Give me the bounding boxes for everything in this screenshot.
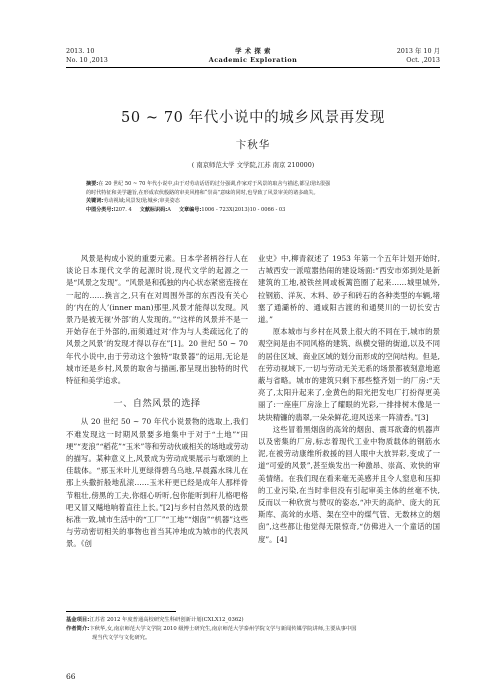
article-id-field: [179, 206, 285, 215]
page-number: 66: [66, 672, 76, 681]
header-journal-name: [166, 47, 340, 65]
header-number: No. 10 ,2013: [66, 56, 108, 64]
doc-code-label: 文献标识码:: [139, 206, 168, 213]
header-issue-left: [66, 47, 108, 65]
body-paragraph: 风景是构成小说的重要元素。日本学者柄谷行人在谈论日本现代文学的起源时说,现代文学的起源之一是“风景之发现”。“风景是和孤独的内心状态紧密连接在一起的……换言之,只有在对周围外部的东西没有关心的‘内在的人’(inner man)那里,风景才能得以发现。风景乃是被无视‘外部’的人发现的。”“这样的风景并不是一开始存在于外部的,而须通过对‘作为与人类疏远化了的风景之风景’的发现才得以存在”[1]。20 世纪 50 ~ 70 年代小说中,由于劳动这个独特“取景器”的运用,无论是城市还是乡村,风景的取舍与描画,都呈现出独特的时代特征和美学追求。: [66, 254, 248, 386]
clc-label: 中图分类号:: [86, 206, 114, 213]
fund-label: 基金项目:: [66, 617, 90, 623]
abstract-block: [86, 180, 422, 214]
abstract-line-1: [86, 180, 422, 189]
body-column-right: [258, 253, 440, 546]
fund-text: 江苏省 2012 年度普通高校研究生科研创新计划(CXLX12_0362): [89, 617, 244, 623]
body-column-left: [66, 253, 248, 551]
journal-name-en: Academic Exploration: [208, 56, 298, 64]
section-heading: 一、自然风景的选择: [113, 398, 201, 410]
journal-header: [66, 46, 440, 68]
body-paragraph: 从 20 世纪 50 ~ 70 年代小说景物的选取上,我们不难发现这一时期风景要多地集中于对于“土地”“田埂”“麦浪”“稻花”“玉米”等和劳动伙戚相关的场地或劳动的描写。某种意义上,风景成为劳动成果展示与歌颂的上佳载体。“那玉米叶儿更绿得碧乌乌地,早晨露水珠儿在那上头撒折般地乱滚……玉米秆更已经是成年人那样骨节粗壮,傍黑的工夫,你细心听听,包你能听到秆儿格吧格吧又冒又飚地响着直往上长。”[2]与乡村自然风景的选景标准一致,城市生活中的“工厂”“工地”“烟囱”“机器”这些与劳动密切相关的事物也首当其冲地成为城市的代表风景。《创: [66, 417, 248, 549]
header-date-cn: 2013 年 10 月: [396, 47, 440, 55]
author-affiliation: ( 南京师范大学 文学院,江苏 南京 210000): [191, 161, 315, 169]
doc-code-field: [140, 206, 171, 215]
body-paragraph: 这些冒着黑烟囱的高耸的烟囱、震耳欲聋的机器声以及密集的厂房,标志着现代工业中物质载体的钢筋水泥,在被劳动康维所救援的回人眼中大放异彩,变成了一道“可爱的风景”,甚至焕发出一种激昂、崇高、欢快的审美情绪。在我们现在看来毫无美感并且令人窒息和压抑的工业污染,在当时非但没有引起审美主体的丝毫不快,反而以一种欣赏与赞叹的姿态,“冲天的高炉、庞大的瓦斯库、高耸的水塔、架在空中的煤气管、无数林立的烟囱”,这些都让他觉得无限惊奇,“仿佛进入一个童话的国度”。[4]: [258, 424, 440, 544]
article-title: 50 ~ 70 年代小说中的城乡风景再发现: [121, 110, 385, 126]
header-date-en: Oct. ,2013: [406, 56, 440, 64]
footnote-divider: [66, 611, 176, 612]
abstract-line-2: [86, 189, 422, 198]
article-id-label: 文章编号:: [178, 206, 202, 213]
keywords-line: [86, 197, 422, 206]
abstract-text-1: 在 20 世纪 50 ~ 70 年代小说中,由于对劳动话语的过分强调,作家对于风景的取舍与描述,都呈现出很强: [98, 181, 331, 187]
keywords-label: 关键词:: [86, 198, 104, 205]
author-note-text-1: 卞秋华,女,南京师范大学文学院 2010 级博士研究生,南京师范大学泰州学院文学与新闻传媒学院讲师,主要从事中国: [89, 626, 357, 632]
fund-note: [66, 616, 440, 625]
author-note: [66, 625, 440, 634]
clc-field: [86, 206, 132, 215]
article-author: 卞秋华: [235, 139, 271, 151]
header-year-issue: 2013. 10: [66, 47, 95, 55]
doc-code-value: A: [167, 206, 171, 213]
keywords-text: 劳动视域;风景发现;城乡;审美姿态: [103, 198, 180, 205]
classification-line: [86, 206, 422, 215]
clc-value: I207. 4: [113, 206, 132, 213]
abstract-text-2: 的时代特征和美学趣旨,在形成农伙般路的审美风格和“崇高”意味的同时,也导致了风景审美的诸多疏失。: [86, 189, 319, 196]
author-note-label: 作者简介:: [66, 626, 90, 632]
article-id-value: 1006 - 723X(2013)10 - 0066 - 03: [201, 206, 286, 213]
abstract-label: 摘要:: [86, 181, 99, 187]
journal-name-cn: 学 术 探 索: [235, 47, 271, 55]
header-date-right: [397, 47, 440, 65]
footnotes: [66, 616, 440, 643]
author-note-cont: 现当代文学与文化研究。: [92, 635, 151, 641]
body-paragraph: 原本城市与乡村在风景上很大的不同在于,城市的景观空间是由不同风格的建筑、纵横交错的街道,以及不同的居住区域、商业区域的划分而形成的空间结构。但是,在劳动视域下,一切与劳动无关无系的场景都被刻意地遮蔽与省略。城市的建筑只剩下那些整齐划一的厂房:“天亮了,太阳升起来了,金黄色的阳光把发电厂打扮得更美丽了:一座座厂房涂上了耀眼的光彩,一排排树木像是一块块精镰的翡翠,一朵朵鲜花,迎风送来一阵清香。”[3]: [258, 327, 440, 422]
body-paragraph: 业史》中,柳青叙述了 1953 年第一个五年计划开始时,古城西安一派喧嚣热闹的建设场面:“西安市郊到处是新建筑的工地,被铁丝网或板篱笆圈了起来……城里城外,拉钢筋、洋灰、木料、砂子和砖石的各种类型的车辆,堵塞了通灞桥的、通咸阳古渡的和通樊川的一切长安古道。”: [258, 254, 440, 325]
